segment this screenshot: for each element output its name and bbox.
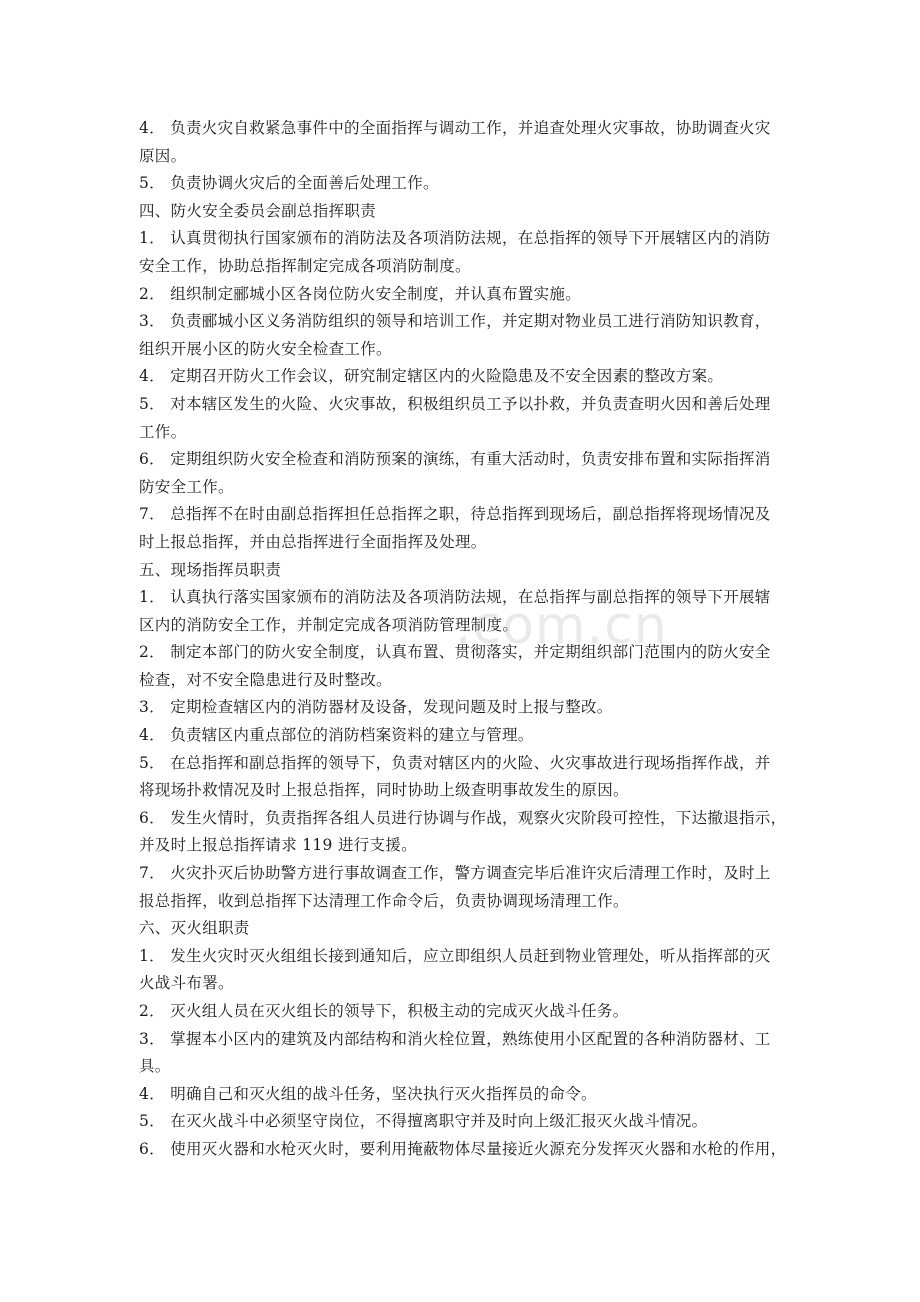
text-line: 检查，对不安全隐患进行及时整改。 [139, 670, 392, 689]
text-line: 并及时上报总指挥请求 119 进行支援。 [139, 836, 417, 855]
text-line: 7． 总指挥不在时由副总指挥担任总指挥之职，待总指挥到现场后，副总指挥将现场情况及 [139, 505, 771, 524]
text-line: 3． 负责郦城小区义务消防组织的领导和培训工作，并定期对物业员工进行消防知识教育， [139, 312, 771, 331]
text-line: 3． 掌握本小区内的建筑及内部结构和消火栓位置，熟练使用小区配置的各种消防器材、工 [139, 1029, 771, 1048]
text-line: 7． 火灾扑灭后协助警方进行事故调查工作，警方调查完毕后准许灾后清理工作时，及时上 [139, 864, 771, 883]
text-line: 安全工作，协助总指挥制定完成各项消防制度。 [139, 256, 471, 275]
text-line: 火战斗布署。 [139, 974, 234, 993]
text-line: 4． 定期召开防火工作会议，研究制定辖区内的火险隐患及不安全因素的整改方案。 [139, 367, 724, 386]
watermark: .com.cn [455, 596, 668, 656]
text-line: 6． 发生火情时，负责指挥各组人员进行协调与作战，观察火灾阶段可控性，下达撤退指示， [139, 808, 787, 827]
text-line: 5． 在总指挥和副总指挥的领导下，负责对辖区内的火险、火灾事故进行现场指挥作战，并 [139, 753, 771, 772]
text-line: 工作。 [139, 422, 187, 441]
text-line: 1． 认真执行落实国家颁布的消防法及各项消防法规，在总指挥与副总指挥的领导下开展辖 [139, 588, 771, 607]
text-line: 具。 [139, 1057, 171, 1076]
text-line: 5． 对本辖区发生的火险、火灾事故，积极组织员工予以扑救，并负责查明火因和善后处理 [139, 394, 771, 413]
text-line: 区内的消防安全工作，并制定完成各项消防管理制度。 [139, 615, 519, 634]
text-line: 4． 负责辖区内重点部位的消防档案资料的建立与管理。 [139, 726, 534, 745]
text-line: 6． 使用灭火器和水枪灭火时，要利用掩蔽物体尽量接近火源充分发挥灭火器和水枪的作用， [139, 1139, 787, 1158]
text-line: 4． 负责火灾自救紧急事件中的全面指挥与调动工作，并追查处理火灾事故，协助调查火灾 [139, 119, 771, 137]
text-line: 原因。 [139, 146, 187, 165]
text-line: 2． 组织制定郦城小区各岗位防火安全制度，并认真布置实施。 [139, 284, 581, 303]
text-line: 4． 明确自己和灭火组的战斗任务，坚决执行灭火指挥员的命令。 [139, 1084, 597, 1103]
text-line: 1． 认真贯彻执行国家颁布的消防法及各项消防法规，在总指挥的领导下开展辖区内的消防 [139, 229, 771, 248]
text-line: 将现场扑救情况及时上报总指挥，同时协助上级查明事故发生的原因。 [139, 781, 629, 800]
text-line: 3． 定期检查辖区内的消防器材及设备，发现问题及时上报与整改。 [139, 698, 613, 717]
text-line: 5． 负责协调火灾后的全面善后处理工作。 [139, 174, 439, 193]
text-line: 1． 发生火灾时灭火组组长接到通知后，应立即组织人员赶到物业管理处，听从指挥部的灭 [139, 946, 771, 965]
text-line: 时上报总指挥，并由总指挥进行全面指挥及处理。 [139, 532, 487, 551]
section-heading: 四、防火安全委员会副总指挥职责 [139, 201, 377, 220]
text-line: 2． 制定本部门的防火安全制度，认真布置、贯彻落实，并定期组织部门范围内的防火安全 [139, 643, 771, 662]
document-body [139, 115, 787, 1164]
section-heading: 五、现场指挥员职责 [139, 560, 282, 579]
section-heading: 六、灭火组职责 [139, 919, 250, 938]
text-line: 报总指挥，收到总指挥下达清理工作命令后，负责协调现场清理工作。 [139, 891, 629, 910]
text-line: 防安全工作。 [139, 477, 234, 496]
text-line: 组织开展小区的防火安全检查工作。 [139, 339, 392, 358]
text-line: 5． 在灭火战斗中必须坚守岗位，不得擅离职守并及时向上级汇报灭火战斗情况。 [139, 1112, 708, 1131]
text-line: 6． 定期组织防火安全检查和消防预案的演练，有重大活动时，负责安排布置和实际指挥消 [139, 450, 771, 469]
text-line: 2． 灭火组人员在灭火组长的领导下，积极主动的完成灭火战斗任务。 [139, 1002, 629, 1020]
